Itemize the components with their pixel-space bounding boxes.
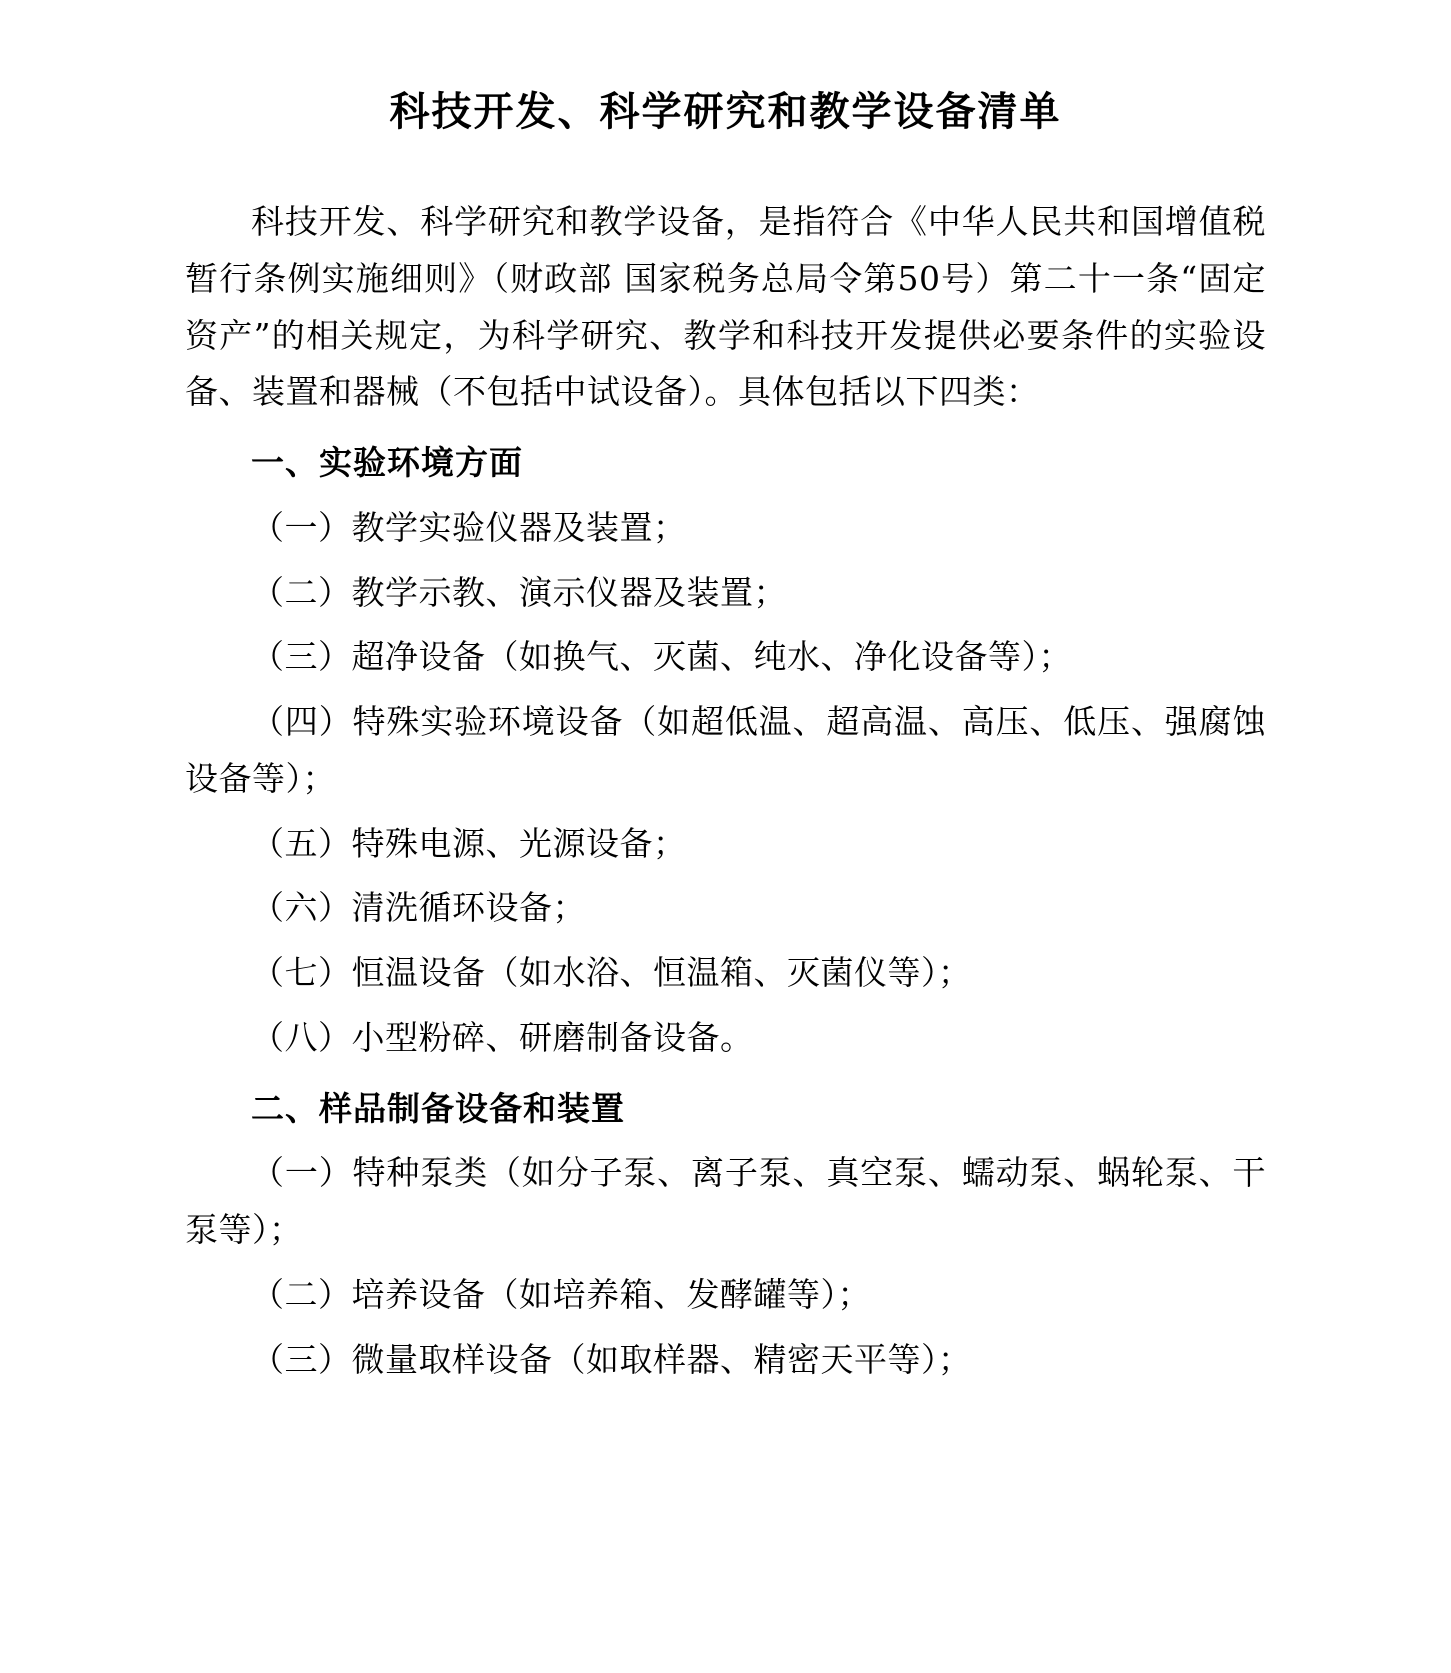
page-title: 科技开发、科学研究和教学设备清单 — [389, 88, 1062, 135]
list-item: （二）教学示教、演示仪器及装置； — [251, 572, 787, 612]
list-item: （一）教学实验仪器及装置； — [251, 507, 687, 547]
intro-paragraph: 科技开发、科学研究和教学设备，是指符合《中华人民共和国增值税暂行条例实施细则》（财政部 国家税务总局令第50号）第二十一条“固定资产”的相关规定，为科学研究、教学和科技开发提供必要条件的实验设备、装置和器械（不包括中试设备）。具体包括以下四类： — [185, 202, 1266, 412]
list-item: （二）培养设备（如培养箱、发酵罐等）； — [251, 1274, 871, 1314]
list-item: （五）特殊电源、光源设备； — [251, 823, 687, 863]
list-item: （八）小型粉碎、研磨制备设备。 — [251, 1017, 754, 1057]
list-item: （三）超净设备（如换气、灭菌、纯水、净化设备等）； — [251, 637, 1072, 677]
section-heading-1: 一、实验环境方面 — [251, 443, 523, 482]
section-heading-2: 二、样品制备设备和装置 — [251, 1088, 625, 1128]
list-item: （一）特种泵类（如分子泵、离子泵、真空泵、蠕动泵、蜗轮泵、干泵等）； — [185, 1153, 1266, 1249]
document-body — [185, 194, 1266, 1388]
list-item: （七）恒温设备（如水浴、恒温箱、灭菌仪等）； — [251, 953, 972, 992]
list-item: （四）特殊实验环境设备（如超低温、超高温、高压、低压、强腐蚀设备等）； — [185, 702, 1266, 798]
list-item: （六）清洗循环设备； — [251, 888, 586, 928]
list-item: （三）微量取样设备（如取样器、精密天平等）； — [251, 1339, 972, 1379]
